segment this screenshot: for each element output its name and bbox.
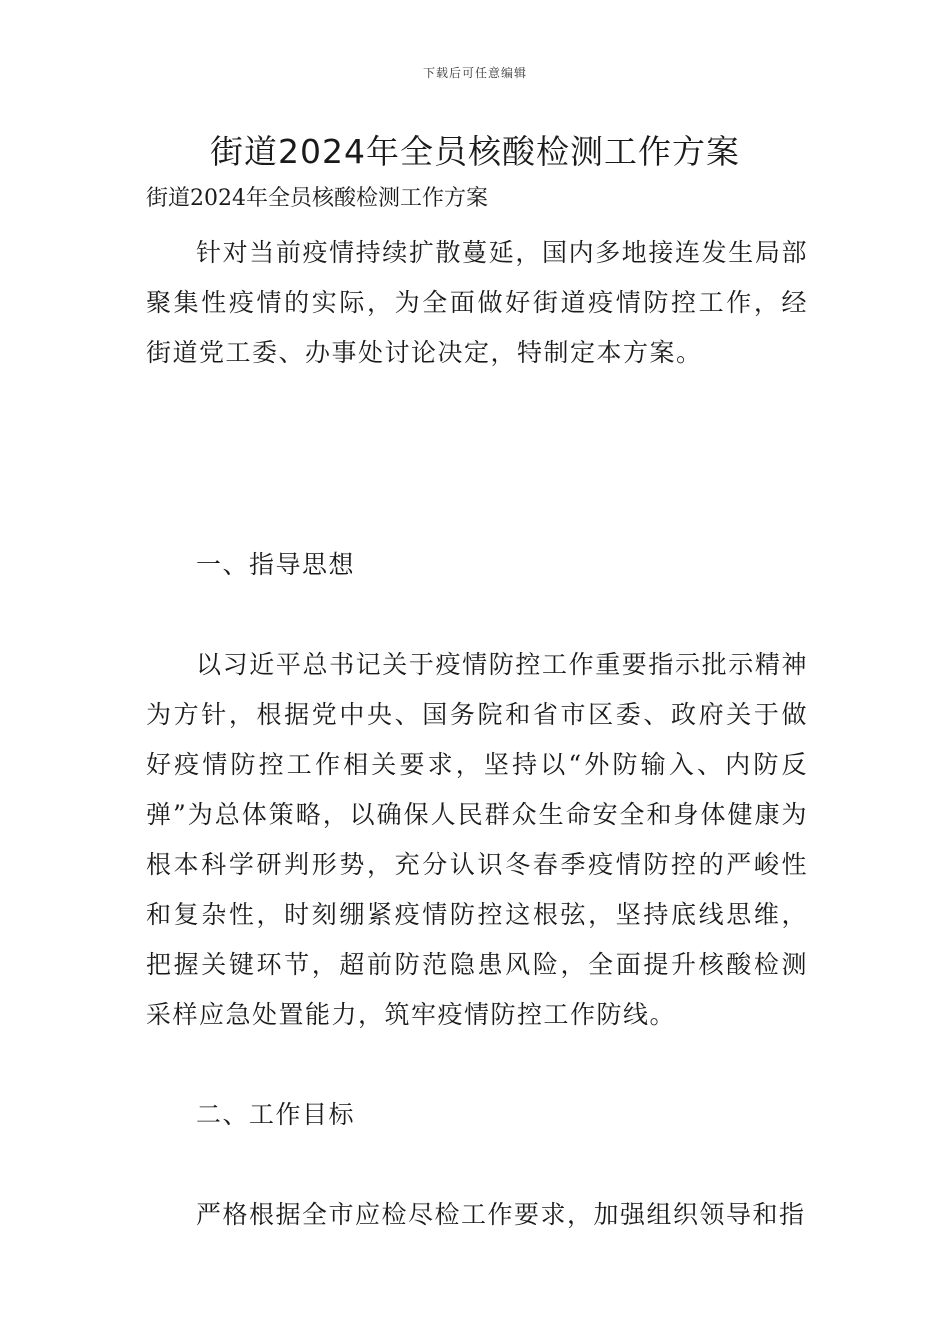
section-body-guiding-thought: 以习近平总书记关于疫情防控工作重要指示批示精神为方针，根据党中央、国务院和省市区委、政府关于做好疫情防控工作相关要求，坚持以“外防输入、内防反弹”为总体策略，以确保人民群众生命安全和身体健康为根本科学研判形势，充分认识冬春季疫情防控的严峻性和复杂性，时刻绷紧疫情防控这根弦，坚持底线思维，把握关键环节，超前防范隐患风险，全面提升核酸检测采样应急处置能力，筑牢疫情防控工作防线。: [146, 650, 808, 1029]
document-body: [146, 178, 808, 1240]
header-note: 下载后可任意编辑: [422, 66, 527, 80]
intro-paragraph: 针对当前疫情持续扩散蔓延，国内多地接连发生局部聚集性疫情的实际，为全面做好街道疫情防控工作，经街道党工委、办事处讨论决定，特制定本方案。: [146, 238, 808, 367]
section-heading-work-goals: 二、工作目标: [196, 1100, 356, 1129]
document-title: 街道2024年全员核酸检测工作方案: [210, 132, 740, 171]
section-heading-guiding-thought: 一、指导思想: [196, 550, 356, 579]
section-body-work-goals: 严格根据全市应检尽检工作要求，加强组织领导和指: [196, 1200, 806, 1229]
document-subtitle: 街道2024年全员核酸检测工作方案: [146, 186, 488, 211]
